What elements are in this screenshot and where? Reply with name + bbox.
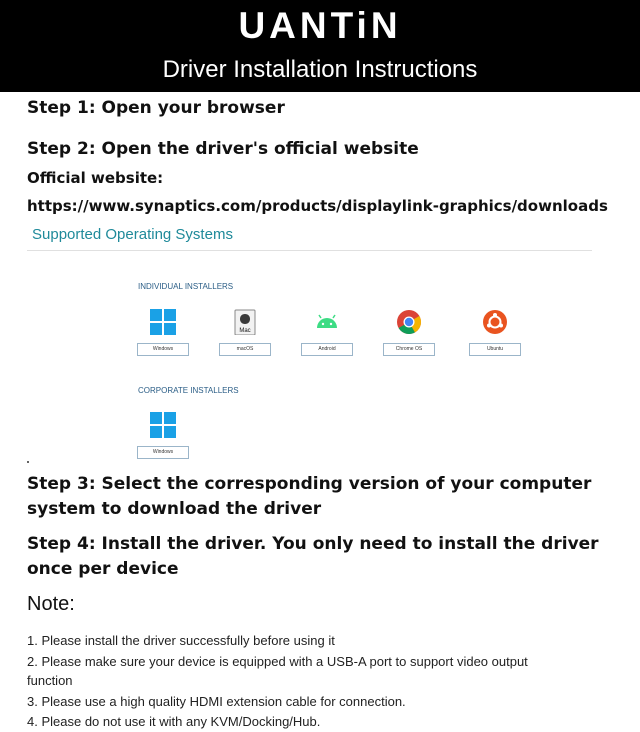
- note-item: 3. Please use a high quality HDMI extension cable for connection.: [27, 694, 406, 709]
- ubuntu-icon: [482, 309, 508, 335]
- individual-installers-label: INDIVIDUAL INSTALLERS: [138, 282, 234, 291]
- note-item: 4. Please do not use it with any KVM/Docking/Hub.: [27, 714, 321, 729]
- note-item-continuation: function: [27, 673, 73, 688]
- step-3-line-2: system to download the driver: [27, 499, 322, 519]
- step-4-line-2: once per device: [27, 559, 179, 579]
- header-banner: [0, 0, 640, 92]
- chrome-icon: [396, 309, 422, 335]
- step-1-text: Step 1: Open your browser: [27, 98, 285, 118]
- chromeos-download-button[interactable]: Chrome OS: [383, 343, 435, 356]
- official-website-url[interactable]: https://www.synaptics.com/products/displaylink-graphics/downloads: [27, 197, 608, 215]
- windows-icon: [150, 412, 176, 438]
- divider: [27, 250, 592, 251]
- step-2-text: Step 2: Open the driver's official website: [27, 139, 419, 159]
- official-website-label: Official website:: [27, 169, 164, 187]
- corporate-installers-label: CORPORATE INSTALLERS: [138, 386, 239, 395]
- android-icon: [314, 309, 340, 335]
- step-4-line-1: Step 4: Install the driver. You only need to install the driver: [27, 534, 599, 554]
- windows-download-button[interactable]: Windows: [137, 343, 189, 356]
- step-3-line-1: Step 3: Select the corresponding version of your computer: [27, 474, 592, 494]
- corporate-windows-download-button[interactable]: Windows: [137, 446, 189, 459]
- mac-icon-text: Mac: [239, 328, 251, 334]
- supported-os-title: Supported Operating Systems: [32, 226, 233, 243]
- page-subtitle: Driver Installation Instructions: [162, 56, 478, 83]
- note-title: Note:: [27, 593, 75, 615]
- android-download-button[interactable]: Android: [301, 343, 353, 356]
- note-item: 2. Please make sure your device is equipped with a USB-A port to support video output: [27, 654, 528, 669]
- stray-dot: [27, 461, 29, 463]
- mac-icon: [232, 309, 258, 335]
- ubuntu-download-button[interactable]: Ubuntu: [469, 343, 521, 356]
- brand-logo-text: UANTiN: [238, 5, 402, 46]
- macos-download-button[interactable]: macOS: [219, 343, 271, 356]
- windows-icon: [150, 309, 176, 335]
- note-item: 1. Please install the driver successfully before using it: [27, 633, 335, 648]
